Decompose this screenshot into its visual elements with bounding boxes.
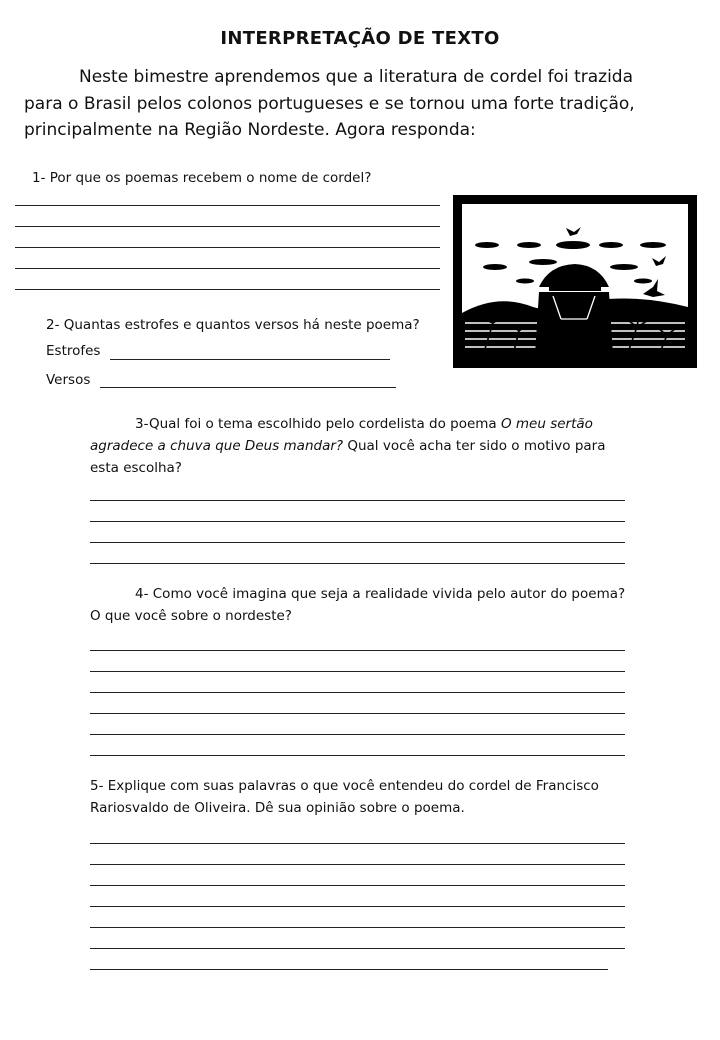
estrofes-label: Estrofes	[46, 343, 101, 359]
answer-line[interactable]	[90, 563, 625, 564]
question-4-line1: 4- Como você imagina que seja a realidade vivida pelo autor do poema?	[135, 586, 626, 602]
answer-line[interactable]	[15, 247, 440, 248]
question-4	[90, 583, 690, 627]
cordel-woodcut-illustration	[453, 195, 697, 368]
intro-line-2: para o Brasil pelos colonos portugueses e se tornou uma forte tradição,	[24, 93, 635, 114]
answer-line[interactable]	[90, 906, 625, 907]
versos-label: Versos	[46, 372, 91, 388]
answer-line[interactable]	[90, 948, 625, 949]
question-5-line2: Rariosvaldo de Oliveira. Dê sua opinião sobre o poema.	[90, 800, 465, 816]
question-3-part1: 3-Qual foi o tema escolhido pelo cordelista do poema	[135, 416, 501, 432]
answer-line[interactable]	[90, 692, 625, 693]
question-3	[90, 413, 650, 479]
versos-answer-line[interactable]	[100, 387, 396, 388]
answer-line[interactable]	[90, 713, 625, 714]
question-1: 1- Por que os poemas recebem o nome de cordel?	[32, 170, 372, 186]
question-2: 2- Quantas estrofes e quantos versos há neste poema?	[46, 317, 420, 333]
answer-line[interactable]	[90, 927, 625, 928]
answer-line[interactable]	[90, 734, 625, 735]
intro-line-1: Neste bimestre aprendemos que a literatura de cordel foi trazida	[79, 67, 634, 87]
answer-line[interactable]	[90, 969, 608, 970]
answer-line[interactable]	[90, 542, 625, 543]
poem-title-part-b: agradece a chuva que Deus mandar?	[90, 438, 344, 454]
intro-paragraph	[24, 64, 684, 144]
answer-line[interactable]	[15, 268, 440, 269]
answer-line[interactable]	[90, 885, 625, 886]
answer-line[interactable]	[90, 755, 625, 756]
intro-line-3: principalmente na Região Nordeste. Agora responda:	[24, 120, 476, 140]
estrofes-answer-line[interactable]	[110, 359, 390, 360]
page-title: INTERPRETAÇÃO DE TEXTO	[220, 28, 500, 49]
answer-line[interactable]	[15, 226, 440, 227]
answer-line[interactable]	[90, 864, 625, 865]
question-3-part3: esta escolha?	[90, 460, 182, 476]
answer-line[interactable]	[90, 650, 625, 651]
poem-title-part-a: O meu sertão	[500, 416, 593, 432]
question-5	[90, 775, 690, 819]
question-3-part2: Qual você acha ter sido o motivo para	[343, 438, 606, 454]
answer-line[interactable]	[90, 521, 625, 522]
answer-line[interactable]	[90, 671, 625, 672]
answer-line[interactable]	[90, 500, 625, 501]
answer-line[interactable]	[15, 205, 440, 206]
answer-line[interactable]	[15, 289, 440, 290]
question-4-line2: O que você sobre o nordeste?	[90, 608, 292, 624]
question-5-line1: 5- Explique com suas palavras o que você entendeu do cordel de Francisco	[90, 778, 599, 794]
answer-line[interactable]	[90, 843, 625, 844]
